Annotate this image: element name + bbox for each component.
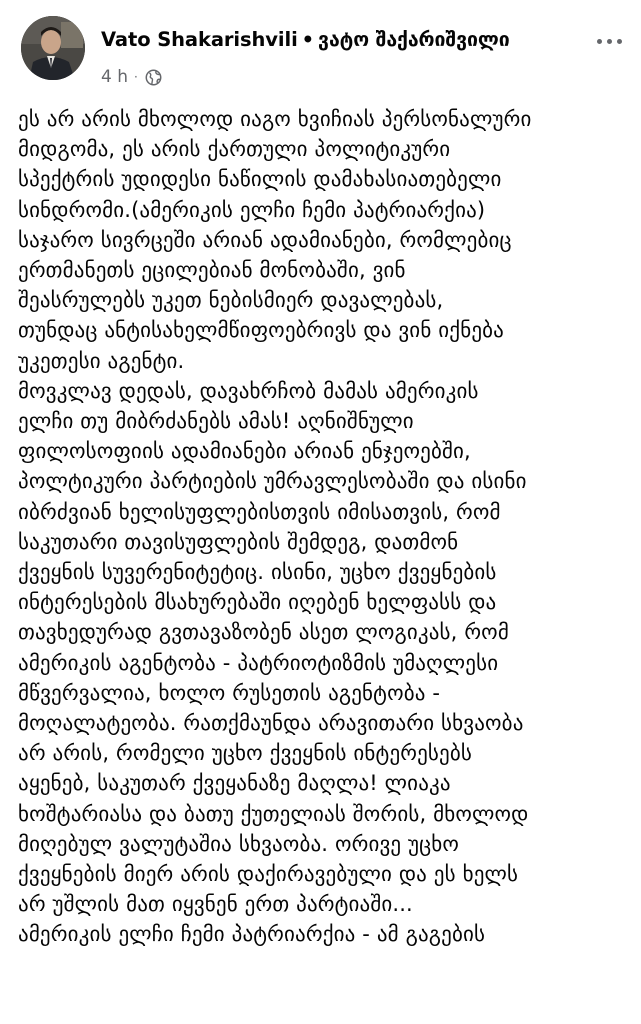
post-text-line: ამერიკის აგენტობა - პატრიოტიზმის უმაღლესი <box>18 650 499 675</box>
post-text-line: აყენებ, საკუთარ ქვეყანაზე მაღლა! ლიაკა <box>18 771 451 796</box>
post-text-line: იბრძვიან ხელისუფლებისთვის იმისათვის, რომ <box>18 499 501 524</box>
post-text-line: სინდრომი.(ამერიკის ელჩი ჩემი პატრიარქია) <box>18 197 486 222</box>
post-text-line: ხოშტარიასა და ბათუ ქუთელიას შორის, მხოლოდ <box>18 801 529 826</box>
more-horizontal-icon <box>617 39 622 44</box>
author-name[interactable] <box>101 28 510 51</box>
post-text-line: ამერიკის ელჩი ჩემი პატრიარქია - ამ გაგების <box>18 922 486 947</box>
more-horizontal-icon <box>597 39 602 44</box>
name-separator: • <box>301 28 315 51</box>
globe-icon[interactable] <box>145 69 162 86</box>
post-text-line: არ უშლის მათ იყვნენ ერთ პარტიაში... <box>18 892 413 917</box>
avatar-photo-icon <box>21 16 85 80</box>
author-name-latin[interactable]: Vato Shakarishvili <box>101 28 298 51</box>
post-text-line: პოლტიკური პარტიების უმრავლესობაში და ისინი <box>18 469 527 494</box>
post-timestamp[interactable]: 4 h <box>101 67 128 87</box>
post-text-line: სპექტრის უდიდესი ნაწილის დამახასიათებელი <box>18 167 502 192</box>
post-text-line: მწვერვალია, ხოლო რუსეთის აგენტობა - <box>18 680 441 705</box>
post-text-line: ფილოსოფიის ადამიანები არიან ენჯეოებში, <box>18 439 471 464</box>
post-text-line: შეასრულებს უკეთ ნებისმიერ დავალებას, <box>18 288 444 313</box>
post-header <box>0 0 641 100</box>
post-text-line: ელჩი თუ მიბრძანებს ამას! აღნიშნული <box>18 409 414 434</box>
post-text-line: თავხედურად გვთავაზობენ ასეთ ლოგიკას, რომ <box>18 620 509 645</box>
post-text-line: ქვეყნების მიერ არის დაქირავებული და ეს ხელს <box>18 862 519 887</box>
post-text <box>18 104 630 950</box>
post-text-line: თუნდაც ანტისახელმწიფოებრივს და ვინ იქნება <box>18 318 504 343</box>
author-avatar[interactable] <box>21 16 85 80</box>
post-text-line: ეს არ არის მხოლოდ იაგო ხვიჩიას პერსონალური <box>18 107 532 131</box>
post-text-line: უკეთესი აგენტი. <box>18 348 185 373</box>
post-text-line: მიღებულ ვალუტაშია სხვაობა. ორივე უცხო <box>18 831 460 856</box>
post-meta <box>101 66 162 88</box>
post-text-line: ერთმანეთს ეცილებიან მონობაში, ვინ <box>18 258 406 283</box>
post-text-line: საჯარო სივრცეში არიან ადამიანები, რომლებიც <box>18 227 512 252</box>
author-name-georgian[interactable]: ვატო შაქარიშვილი <box>318 28 510 51</box>
post-text-line: არ არის, რომელი უცხო ქვეყნის ინტერესებს <box>18 741 473 766</box>
post-text-line: მიდგომა, ეს არის ქართული პოლიტიკური <box>18 137 451 162</box>
post-text-line: ქვეყნის სუვერენიტეტიც. ისინი, უცხო ქვეყნების <box>18 560 497 585</box>
post-text-line: მოვკლავ დედას, დავახრჩობ მამას ამერიკის <box>18 378 479 403</box>
meta-dot: · <box>134 70 138 84</box>
more-horizontal-icon <box>607 39 612 44</box>
more-options-button[interactable] <box>592 30 626 52</box>
post-text-line: ინტერესების მსახურებაში იღებენ ხელფასს და <box>18 590 497 615</box>
post-text-line: საკუთარი თავისუფლების შემდეგ, დათმონ <box>18 529 459 554</box>
post-text-line: მოღალატეობა. რათქმაუნდა არავითარი სხვაობა <box>18 711 524 736</box>
